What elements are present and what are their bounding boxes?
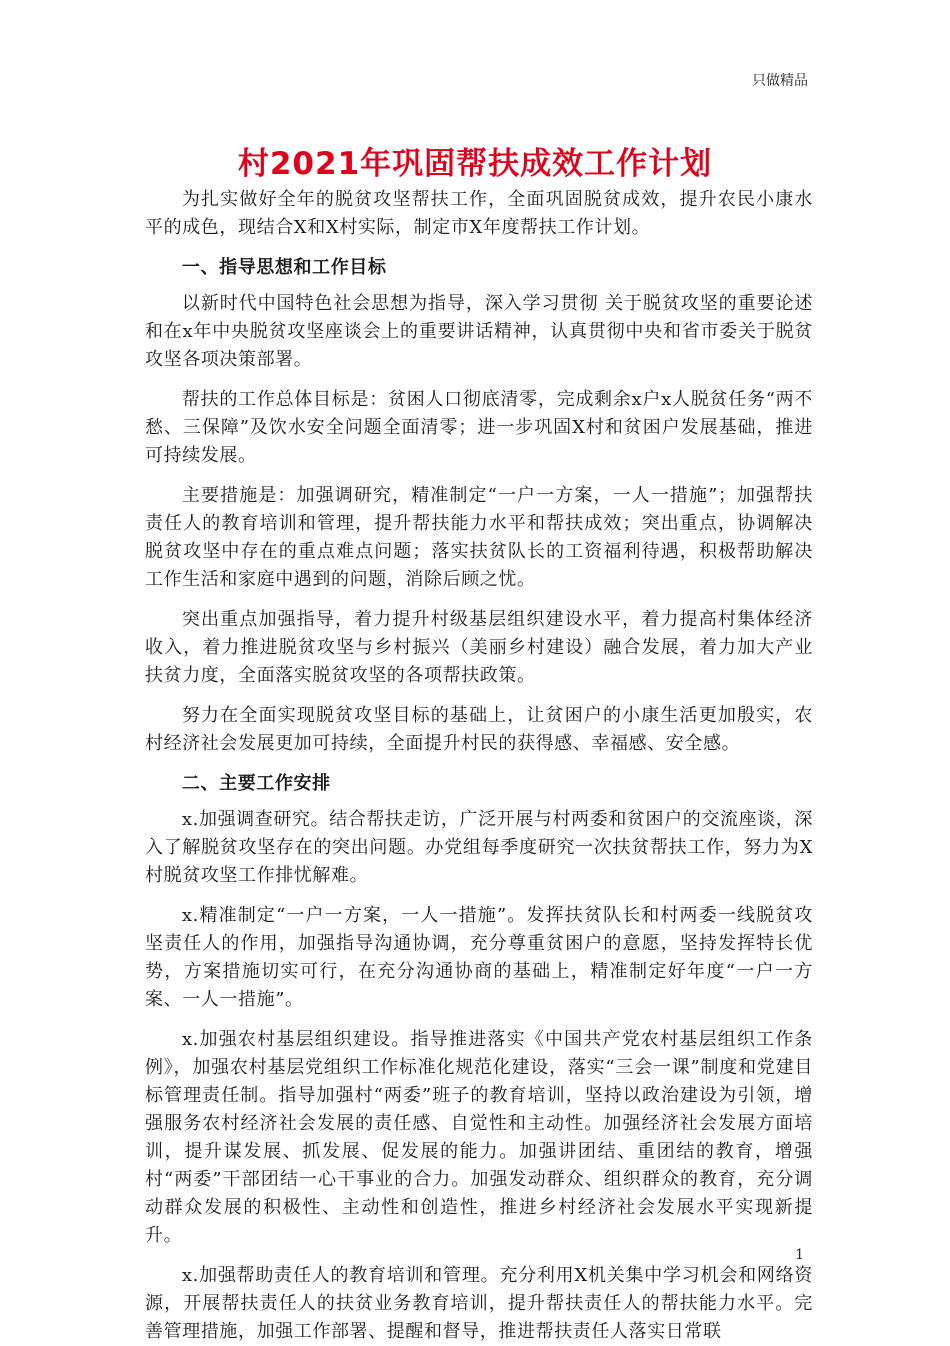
section-1-paragraph: 帮扶的工作总体目标是：贫困人口彻底清零，完成剩余x户x人脱贫任务“两不愁、三保障”及饮水安全问题全面清零；进一步巩固X村和贫困户发展基础，推进可持续发展。: [145, 389, 813, 466]
header-tag: 只做精品: [752, 73, 808, 89]
page-number: 1: [795, 1247, 804, 1263]
section-2-paragraph: x.加强帮助责任人的教育培训和管理。充分利用X机关集中学习机会和网络资源，开展帮扶责任人的扶贫业务教育培训，提升帮扶责任人的帮扶能力水平。完善管理措施，加强工作部署、提醒和督导，推进帮扶责任人落实日常联: [145, 1265, 813, 1342]
section-2-heading: 二、主要工作安排: [181, 773, 331, 794]
section-2-paragraph: x.精准制定“一户一方案，一人一措施”。发挥扶贫队长和村两委一线脱贫攻坚责任人的作用，加强指导沟通协调，充分尊重贫困户的意愿，坚持发挥特长优势，方案措施切实可行，在充分沟通协商的基础上，精准制定好年度“一户一方案、一人一措施”。: [145, 905, 813, 1010]
document-body: [145, 186, 813, 1346]
section-1-paragraph: 以新时代中国特色社会思想为指导，深入学习贯彻 关于脱贫攻坚的重要论述和在x年中央脱贫攻坚座谈会上的重要讲话精神，认真贯彻中央和省市委关于脱贫攻坚各项决策部署。: [145, 293, 813, 370]
section-1-paragraph: 努力在全面实现脱贫攻坚目标的基础上，让贫困户的小康生活更加殷实，农村经济社会发展更加可持续，全面提升村民的获得感、幸福感、安全感。: [145, 705, 813, 754]
section-2-paragraph: x.加强农村基层组织建设。指导推进落实《中国共产党农村基层组织工作条例》，加强农村基层党组织工作标准化规范化建设，落实“三会一课”制度和党建目标管理责任制。指导加强村“两委”班子的教育培训，坚持以政治建设为引领，增强服务农村经济社会发展的责任感、自觉性和主动性。加强经济社会发展方面培训，提升谋发展、抓发展、促发展的能力。加强讲团结、重团结的教育，增强村“两委”干部团结一心干事业的合力。加强发动群众、组织群众的教育，充分调动群众发展的积极性、主动性和创造性，推进乡村经济社会发展水平实现新提升。: [145, 1029, 813, 1246]
document-title: 村2021年巩固帮扶成效工作计划: [237, 146, 713, 182]
section-1-paragraph: 突出重点加强指导，着力提升村级基层组织建设水平，着力提高村集体经济收入，着力推进脱贫攻坚与乡村振兴（美丽乡村建设）融合发展，着力加大产业扶贫力度，全面落实脱贫攻坚的各项帮扶政策。: [145, 609, 813, 686]
section-1-heading: 一、指导思想和工作目标: [181, 257, 387, 278]
intro-paragraph: 为扎实做好全年的脱贫攻坚帮扶工作，全面巩固脱贫成效，提升农民小康水平的成色，现结合X和X村实际，制定市X年度帮扶工作计划。: [145, 189, 813, 238]
section-1-paragraph: 主要措施是：加强调研究，精准制定“一户一方案，一人一措施”；加强帮扶责任人的教育培训和管理，提升帮扶能力水平和帮扶成效；突出重点，协调解决脱贫攻坚中存在的重点难点问题；落实扶贫队长的工资福利待遇，积极帮助解决工作生活和家庭中遇到的问题，消除后顾之忧。: [145, 485, 813, 590]
section-2-paragraph: x.加强调查研究。结合帮扶走访，广泛开展与村两委和贫困户的交流座谈，深入了解脱贫攻坚存在的突出问题。办党组每季度研究一次扶贫帮扶工作，努力为X村脱贫攻坚工作排忧解难。: [145, 809, 813, 886]
